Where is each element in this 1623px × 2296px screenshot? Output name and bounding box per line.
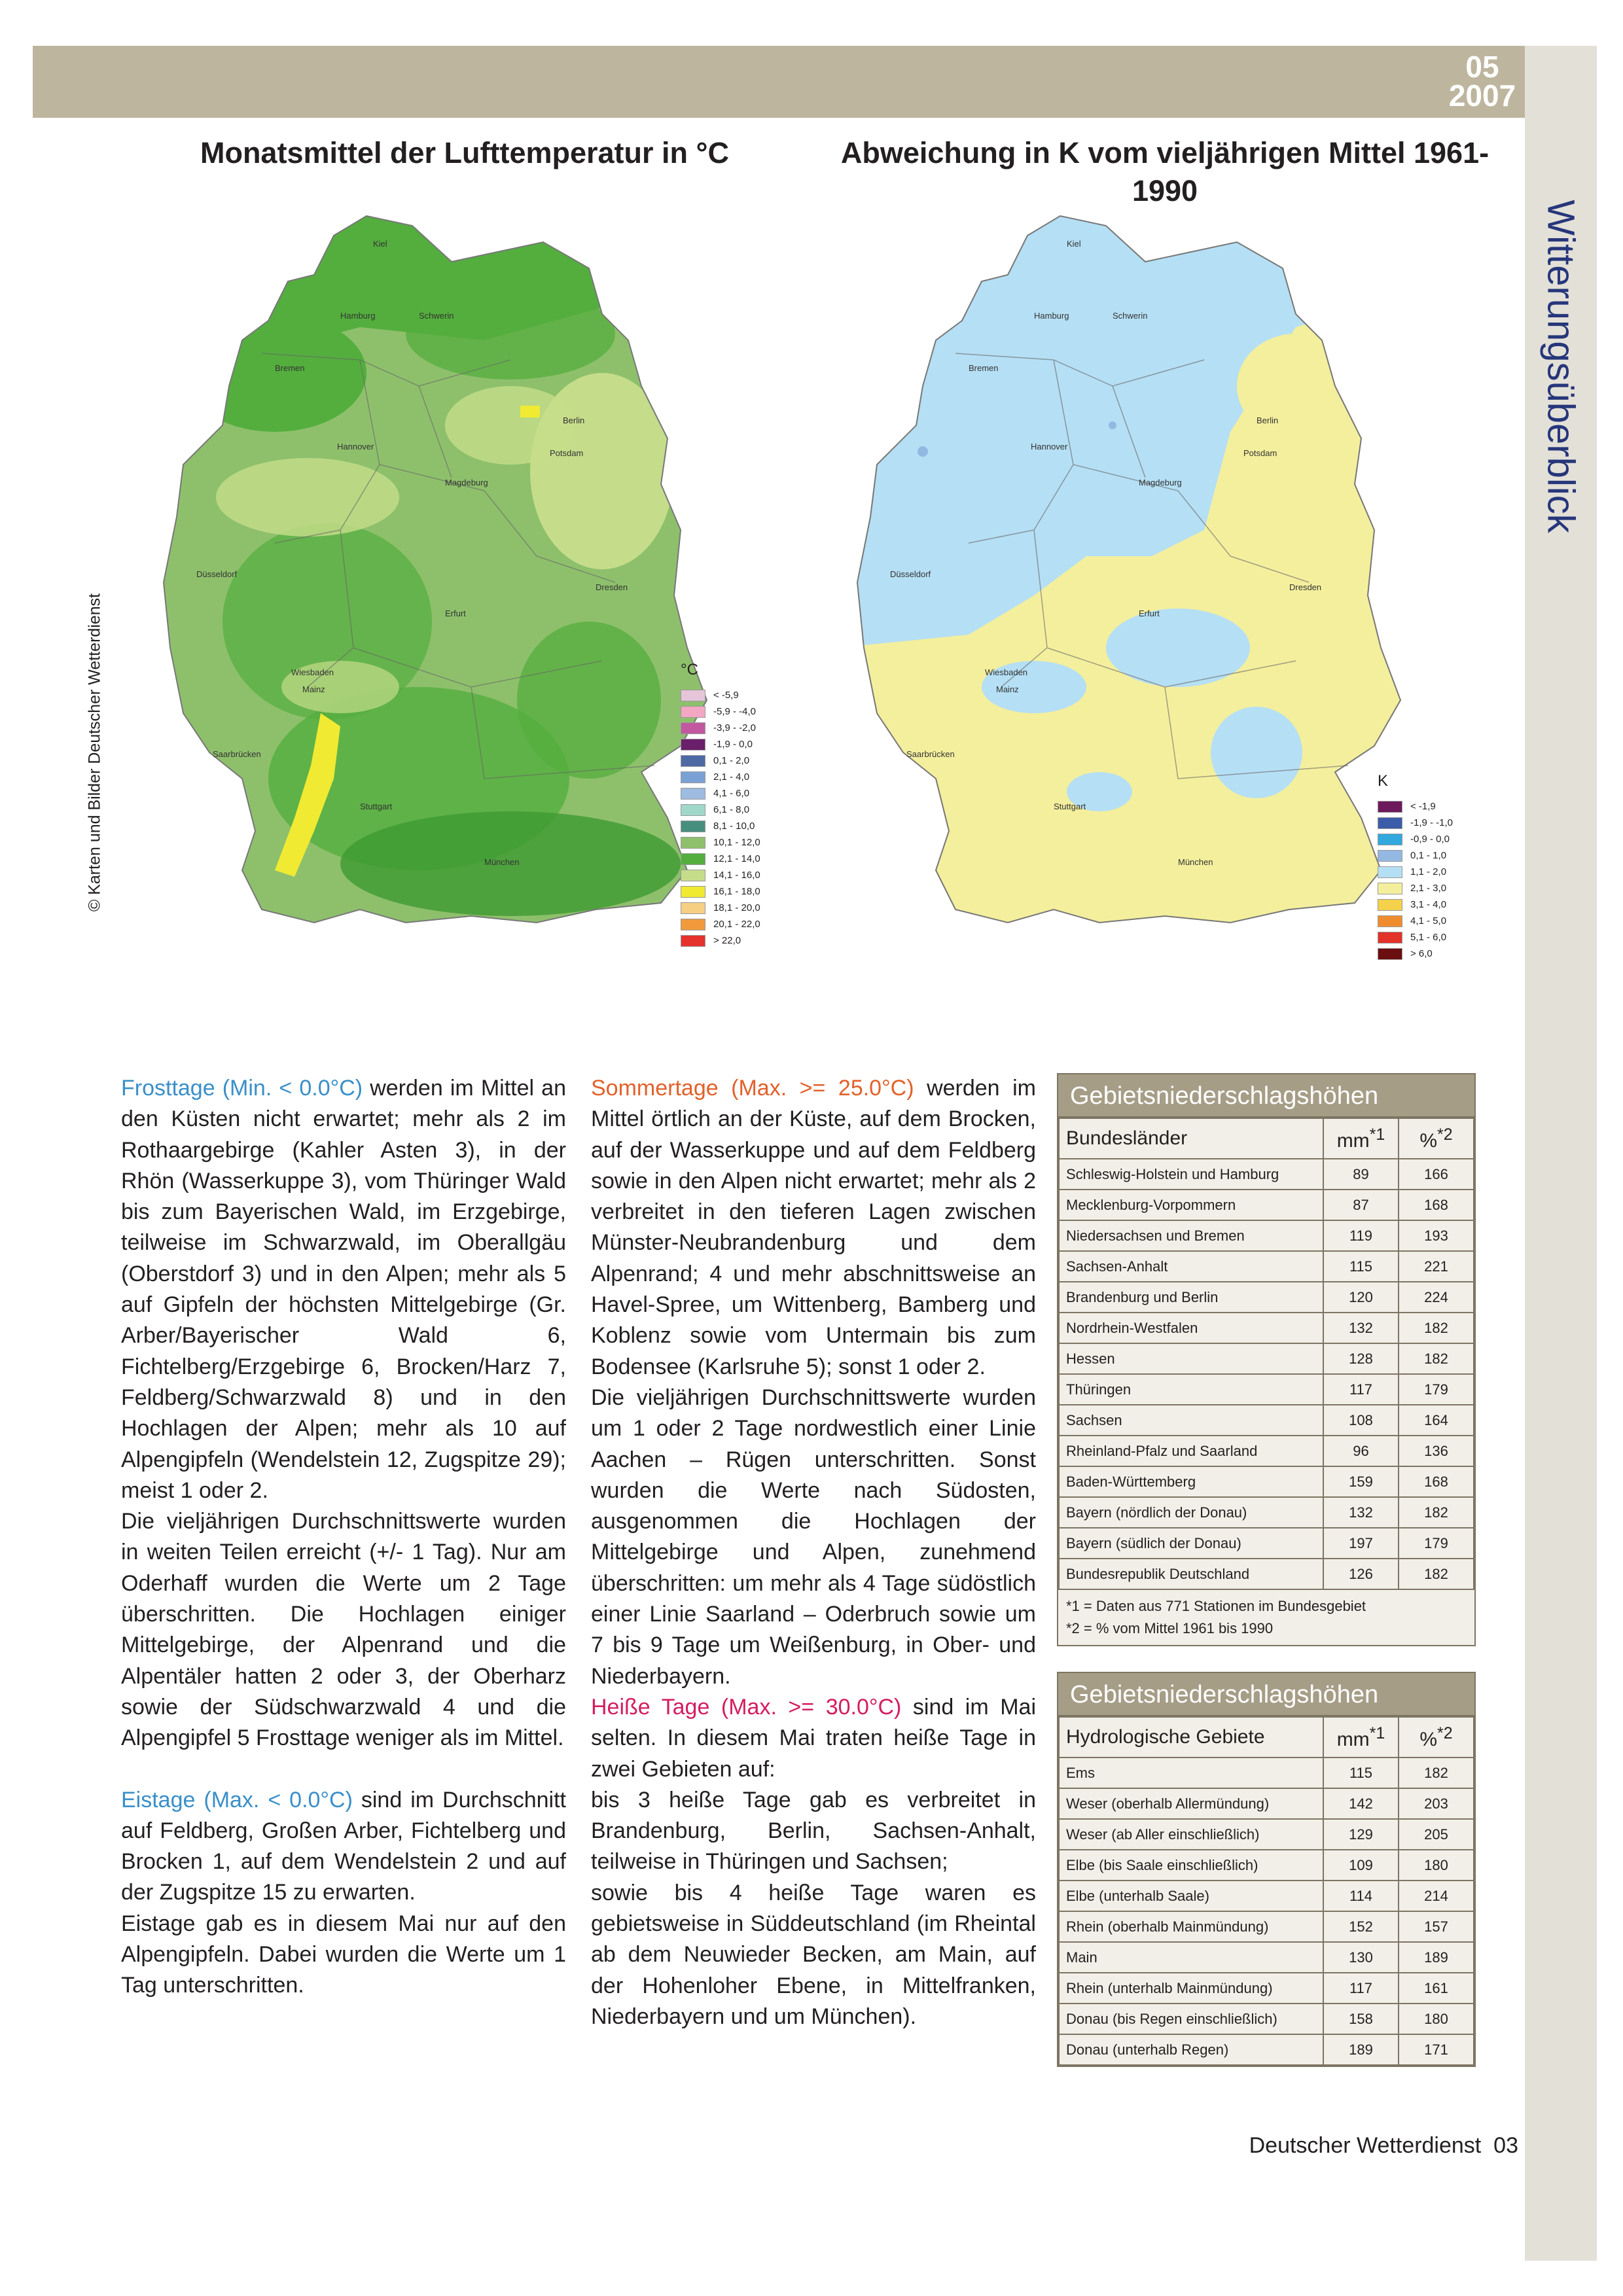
legend-item: [1378, 880, 1453, 896]
legend-swatch: [681, 690, 705, 701]
cell-percent: 189: [1399, 1942, 1474, 1973]
legend-swatch: [681, 935, 705, 947]
city-schwerin: Schwerin: [419, 311, 454, 321]
legend-label: -5,9 - -4,0: [713, 706, 757, 717]
legend-label: 12,1 - 14,0: [713, 853, 760, 864]
city-wiesbaden: Wiesbaden: [985, 667, 1028, 677]
city-mainz: Mainz: [302, 684, 325, 694]
cell-mm: 158: [1323, 2004, 1399, 2034]
sommer-label: Sommertage (Max. >= 25.0°C): [591, 1076, 914, 1101]
eis-label: Eistage (Max. < 0.0°C): [121, 1787, 353, 1812]
city-berlin: Berlin: [1257, 415, 1279, 425]
legend-item: [1378, 847, 1453, 864]
precipitation-table-hydro: [1057, 1672, 1476, 2067]
city-schwerin: Schwerin: [1113, 311, 1148, 321]
cell-mm: 117: [1323, 1374, 1399, 1405]
legend-item: [1378, 798, 1453, 815]
cell-percent: 171: [1399, 2034, 1474, 2065]
legend-label: 0,1 - 2,0: [713, 755, 750, 766]
city-saarbruecken: Saarbrücken: [906, 749, 955, 759]
legend-swatch: [681, 853, 705, 865]
table-row: [1059, 2034, 1474, 2065]
copyright-text: © Karten und Bilder Deutscher Wetterdienst: [85, 593, 104, 912]
table-row: [1059, 1559, 1474, 1589]
sommer-paragraph: [591, 1073, 1036, 1383]
legend-label: 20,1 - 22,0: [713, 919, 760, 930]
page-footer: [1198, 2133, 1518, 2159]
heiss-label: Heiße Tage (Max. >= 30.0°C): [591, 1694, 902, 1720]
table-header-row: [1059, 1717, 1474, 1757]
legend-label: 3,1 - 4,0: [1410, 899, 1447, 910]
legend-item: [1378, 945, 1453, 962]
heiss-text: sind im Mai selten. In diesem Mai traten heiße Tage in zwei Gebieten auf:: [591, 1694, 1037, 1782]
city-dresden: Dresden: [1289, 582, 1322, 592]
city-muenchen: München: [484, 857, 520, 867]
issue-year: 2007: [1448, 79, 1516, 113]
cell-name: Weser (ab Aller einschließlich): [1059, 1819, 1323, 1850]
temperature-legend: [681, 661, 760, 949]
col-header-percent: %$^{*2}$: [1399, 1717, 1474, 1757]
table-row: [1059, 1405, 1474, 1436]
legend-label: < -5,9: [713, 690, 739, 701]
table-row: [1059, 1881, 1474, 1911]
city-dresden: Dresden: [596, 582, 628, 592]
cell-name: Ems: [1059, 1757, 1323, 1788]
eis-paragraph-2: Eistage gab es in diesem Mai nur auf den Alpengipfeln. Dabei wurden die Werte um 1 Tag unterschritten.: [121, 1911, 566, 1998]
city-hamburg: Hamburg: [340, 311, 376, 321]
col-header-name: Bundesländer: [1059, 1118, 1323, 1159]
cell-mm: 96: [1323, 1436, 1399, 1466]
legend-label: 0,1 - 1,0: [1410, 850, 1447, 861]
legend-swatch: [681, 804, 705, 816]
city-muenchen: München: [1178, 857, 1213, 867]
frost-text: werden im Mittel an den Küsten nicht erwartet; mehr als 2 im Rothaargebirge (Kahler Asten 3), in der Rhön (Wasserkuppe 3), vom Thüringer Wald bis zum Bayerischen Wald, im Erzgebirge, teilweise im Schwarzwald, im Oberallgäu (Oberstdorf 3) und in den Alpen; mehr als 5 auf Gipfeln der höchsten Mittelgebirge (Gr. Arber/Bayerischer Wald 6, Fichtelberg/Erzgebirge 6, Brocken/Harz 7, Feldberg/Schwarzwald 8) und in den Hochlagen der Alpen; mehr als 10 auf Alpengipfeln (Wendelstein 12, Zugspitze 29); meist 1 oder 2.: [121, 1076, 566, 1503]
legend-item: [681, 802, 760, 818]
cell-mm: 117: [1323, 1973, 1399, 2004]
cell-name: Sachsen-Anhalt: [1059, 1251, 1323, 1282]
cell-percent: 179: [1399, 1374, 1474, 1405]
cell-percent: 168: [1399, 1466, 1474, 1497]
cell-mm: 152: [1323, 1911, 1399, 1942]
col-header-percent: %$^{*2}$: [1399, 1118, 1474, 1159]
legend-label: > 6,0: [1410, 948, 1433, 959]
legend-swatch: [681, 722, 705, 734]
cell-percent: 180: [1399, 2004, 1474, 2034]
legend-label: 5,1 - 6,0: [1410, 932, 1447, 943]
cell-mm: 189: [1323, 2034, 1399, 2065]
cell-mm: 197: [1323, 1528, 1399, 1559]
cell-percent: 193: [1399, 1220, 1474, 1251]
precipitation-table-states: [1057, 1073, 1476, 1646]
table-title: Gebietsniederschlagshöhen: [1058, 1074, 1474, 1118]
table-row: [1059, 1374, 1474, 1405]
legend-swatch: [681, 821, 705, 832]
city-potsdam: Potsdam: [550, 448, 584, 458]
cell-mm: 119: [1323, 1220, 1399, 1251]
cell-name: Nordrhein-Westfalen: [1059, 1313, 1323, 1343]
copyright: [75, 569, 115, 936]
legend-label: < -1,9: [1410, 801, 1436, 812]
cell-percent: 182: [1399, 1313, 1474, 1343]
legend-swatch: [681, 788, 705, 800]
legend-swatch: [1378, 801, 1402, 813]
cell-name: Schleswig-Holstein und Hamburg: [1059, 1159, 1323, 1190]
cell-mm: 128: [1323, 1343, 1399, 1374]
cell-percent: 166: [1399, 1159, 1474, 1190]
legend-item: [1378, 815, 1453, 831]
legend-label: -1,9 - -1,0: [1410, 817, 1454, 828]
cell-name: Niedersachsen und Bremen: [1059, 1220, 1323, 1251]
city-hannover: Hannover: [1031, 442, 1068, 451]
cell-percent: 168: [1399, 1190, 1474, 1220]
city-erfurt: Erfurt: [445, 609, 466, 618]
cell-percent: 214: [1399, 1881, 1474, 1911]
cell-percent: 180: [1399, 1850, 1474, 1881]
table-row: [1059, 1528, 1474, 1559]
city-stuttgart: Stuttgart: [360, 802, 393, 811]
cell-name: Thüringen: [1059, 1374, 1323, 1405]
legend-unit: °C: [681, 661, 698, 679]
legend-item: [681, 785, 760, 802]
heiss-paragraph-2: bis 3 heiße Tage gab es verbreitet in Brandenburg, Berlin, Sachsen-Anhalt, teilweise in Thüringen und Sachsen;: [591, 1787, 1036, 1875]
legend-item: [681, 687, 760, 703]
map-right-title: Abweichung in K vom vieljährigen Mittel 1961-1990: [840, 136, 1489, 207]
section-title-text: Witterungsüberblick: [1539, 200, 1582, 533]
cell-percent: 203: [1399, 1788, 1474, 1819]
legend-item: [681, 818, 760, 834]
cell-percent: 221: [1399, 1251, 1474, 1282]
temperature-map-graphic: [144, 190, 733, 975]
city-duesseldorf: Düsseldorf: [890, 569, 931, 579]
city-saarbruecken: Saarbrücken: [213, 749, 261, 759]
city-wiesbaden: Wiesbaden: [291, 667, 334, 677]
frost-paragraph: [121, 1073, 566, 1506]
table-row: [1059, 1757, 1474, 1788]
deviation-legend: [1378, 772, 1453, 962]
table-row: [1059, 2004, 1474, 2034]
cell-percent: 136: [1399, 1436, 1474, 1466]
cell-mm: 114: [1323, 1881, 1399, 1911]
cell-name: Rhein (unterhalb Mainmündung): [1059, 1973, 1323, 2004]
legend-label: 14,1 - 16,0: [713, 870, 760, 881]
cell-name: Brandenburg und Berlin: [1059, 1282, 1323, 1313]
legend-item: [681, 769, 760, 785]
cell-name: Rhein (oberhalb Mainmündung): [1059, 1911, 1323, 1942]
legend-label: -0,9 - 0,0: [1410, 834, 1450, 845]
text-column-middle: [591, 1073, 1036, 2032]
table-title: Gebietsniederschlagshöhen: [1058, 1673, 1474, 1716]
legend-item: [681, 883, 760, 900]
legend-swatch: [681, 886, 705, 898]
legend-item: [681, 703, 760, 720]
legend-swatch: [1378, 932, 1402, 944]
legend-swatch: [681, 919, 705, 930]
issue-number: [1433, 46, 1531, 113]
legend-swatch: [681, 902, 705, 914]
table-body: [1058, 1716, 1474, 2066]
legend-swatch: [681, 755, 705, 767]
cell-mm: 132: [1323, 1497, 1399, 1528]
table-row: [1059, 1220, 1474, 1251]
cell-mm: 129: [1323, 1819, 1399, 1850]
cell-percent: 182: [1399, 1497, 1474, 1528]
issue-month: 05: [1465, 50, 1499, 84]
cell-percent: 182: [1399, 1757, 1474, 1788]
cell-mm: 108: [1323, 1405, 1399, 1436]
section-title: [1525, 196, 1597, 537]
col-header-mm: $mm^{*1}$: [1323, 1118, 1399, 1159]
deviation-map-graphic: [838, 190, 1427, 975]
col-header-name: Hydrologische Gebiete: [1059, 1717, 1323, 1757]
table-row: [1059, 1466, 1474, 1497]
legend-item: [681, 851, 760, 867]
table-row: [1059, 1159, 1474, 1190]
city-erfurt: Erfurt: [1139, 609, 1160, 618]
legend-swatch: [1378, 883, 1402, 894]
city-berlin: Berlin: [563, 415, 585, 425]
legend-swatch: [1378, 899, 1402, 911]
table-row: [1059, 1911, 1474, 1942]
cell-percent: 179: [1399, 1528, 1474, 1559]
city-mainz: Mainz: [996, 684, 1019, 694]
table-row: [1059, 1282, 1474, 1313]
legend-label: 16,1 - 18,0: [713, 886, 760, 897]
legend-label: 4,1 - 6,0: [713, 788, 750, 799]
cell-mm: 126: [1323, 1559, 1399, 1589]
cell-mm: 109: [1323, 1850, 1399, 1881]
city-hamburg: Hamburg: [1034, 311, 1069, 321]
table-row: [1059, 1819, 1474, 1850]
text-column-left: [121, 1073, 566, 2002]
table-row: [1059, 1850, 1474, 1881]
cell-name: Baden-Württemberg: [1059, 1466, 1323, 1497]
deviation-map: [838, 190, 1427, 975]
cell-name: Bundesrepublik Deutschland: [1059, 1559, 1323, 1589]
page-number: 03: [1493, 2133, 1518, 2158]
eis-paragraph: [121, 1785, 566, 1909]
legend-label: -1,9 - 0,0: [713, 739, 753, 750]
eis-text: sind im Durchschnitt auf Feldberg, Großen Arber, Fichtelberg und Brocken 1, auf dem Wendelstein 2 und auf der Zugspitze 15 zu erwarten.: [121, 1787, 567, 1905]
legend-swatch: [681, 706, 705, 718]
legend-swatch: [1378, 948, 1402, 960]
table-row: [1059, 1788, 1474, 1819]
table-row: [1059, 1251, 1474, 1282]
cell-mm: 130: [1323, 1942, 1399, 1973]
city-magdeburg: Magdeburg: [1139, 478, 1182, 487]
cell-percent: 205: [1399, 1819, 1474, 1850]
legend-label: 10,1 - 12,0: [713, 837, 760, 848]
heiss-paragraph: [591, 1692, 1036, 1785]
city-bremen: Bremen: [969, 363, 999, 373]
legend-swatch: [1378, 915, 1402, 927]
city-kiel: Kiel: [1067, 239, 1081, 249]
legend-label: 8,1 - 10,0: [713, 821, 755, 832]
cell-percent: 164: [1399, 1405, 1474, 1436]
cell-mm: 115: [1323, 1251, 1399, 1282]
cell-mm: 89: [1323, 1159, 1399, 1190]
legend-item: [1378, 864, 1453, 880]
legend-swatch: [1378, 850, 1402, 862]
legend-label: -3,9 - -2,0: [713, 722, 757, 733]
legend-item: [681, 736, 760, 752]
cell-percent: 157: [1399, 1911, 1474, 1942]
legend-item: [681, 867, 760, 883]
city-kiel: Kiel: [373, 239, 387, 249]
cell-mm: 115: [1323, 1757, 1399, 1788]
cell-percent: 161: [1399, 1973, 1474, 2004]
legend-swatch: [1378, 834, 1402, 845]
legend-swatch: [1378, 866, 1402, 878]
legend-label: 1,1 - 2,0: [1410, 866, 1447, 877]
heiss-paragraph-3: sowie bis 4 heiße Tage waren es gebietsweise in Süddeutschland (im Rheintal ab dem Neuwieder Becken, am Main, auf der Hohenloher Ebene, in Mittelfranken, Niederbayern und um München).: [591, 1880, 1036, 2029]
cell-percent: 182: [1399, 1343, 1474, 1374]
table-header-row: [1059, 1118, 1474, 1159]
cell-name: Sachsen: [1059, 1405, 1323, 1436]
legend-item: [1378, 913, 1453, 929]
cell-name: Mecklenburg-Vorpommern: [1059, 1190, 1323, 1220]
table-row: [1059, 1497, 1474, 1528]
city-stuttgart: Stuttgart: [1054, 802, 1086, 811]
legend-label: 18,1 - 20,0: [713, 902, 760, 913]
legend-label: 2,1 - 4,0: [713, 771, 750, 783]
legend-item: [681, 900, 760, 916]
cell-name: Donau (unterhalb Regen): [1059, 2034, 1323, 2065]
legend-item: [681, 932, 760, 949]
temperature-map: [144, 190, 733, 975]
legend-item: [1378, 831, 1453, 847]
table-row: [1059, 1973, 1474, 2004]
cell-name: Main: [1059, 1942, 1323, 1973]
legend-item: [1378, 929, 1453, 945]
frost-paragraph-2: Die vieljährigen Durchschnittswerte wurden in weiten Teilen erreicht (+/- 1 Tag). Nur am Oderhaff wurden die Werte um 2 Tage überschritten. Die Hochlagen einiger Mittelgebirge, der Alpenrand und die Alpentäler hatten 2 oder 3, der Oberharz sowie der Südschwarzwald 4 und die Alpengipfel 5 Frosttage weniger als im Mittel.: [121, 1509, 566, 1751]
table-footnotes: [1058, 1590, 1474, 1645]
table-row: [1059, 1436, 1474, 1466]
publisher: Deutscher Wetterdienst: [1249, 2133, 1482, 2158]
city-potsdam: Potsdam: [1243, 448, 1277, 458]
cell-name: Bayern (südlich der Donau): [1059, 1528, 1323, 1559]
cell-mm: 132: [1323, 1313, 1399, 1343]
legend-item: [681, 834, 760, 851]
cell-percent: 224: [1399, 1282, 1474, 1313]
table-row: [1059, 1343, 1474, 1374]
legend-swatch: [681, 771, 705, 783]
legend-unit: K: [1378, 772, 1389, 790]
header-bar: [33, 46, 1525, 118]
legend-swatch: [681, 837, 705, 849]
cell-percent: 182: [1399, 1559, 1474, 1589]
legend-item: [681, 916, 760, 932]
city-magdeburg: Magdeburg: [445, 478, 488, 487]
cell-name: Rheinland-Pfalz und Saarland: [1059, 1436, 1323, 1466]
table-row: [1059, 1190, 1474, 1220]
sommer-paragraph-2: Die vieljährigen Durchschnittswerte wurden um 1 oder 2 Tage nordwestlich einer Linie Aachen – Rügen unterschritten. Sonst wurden die Werte nach Südosten, ausgenommen die Hochlagen der Mittelgebirge und Alpen, zunehmend überschritten: um mehr als 4 Tage südöstlich einer Linie Saarland – Oderbruch sowie um 7 bis 9 Tage um Weißenburg, in Ober- und Niederbayern.: [591, 1385, 1036, 1689]
table-row: [1059, 1313, 1474, 1343]
legend-label: > 22,0: [713, 935, 741, 946]
city-hannover: Hannover: [337, 442, 374, 451]
sommer-text: werden im Mittel örtlich an der Küste, auf dem Brocken, auf der Wasserkuppe und auf dem Feldberg sowie in den Alpen nicht erwartet; mehr als 2 verbreitet in den tieferen Lagen zwischen Münster-Neubrandenburg und dem Alpenrand; 4 und mehr abschnittsweise an Havel-Spree, um Wittenberg, Bamberg und Koblenz sowie vom Untermain bis zum Bodensee (Karlsruhe 5); sonst 1 oder 2.: [591, 1076, 1036, 1379]
cell-name: Bayern (nördlich der Donau): [1059, 1497, 1323, 1528]
footnote-2: *2 = % vom Mittel 1961 bis 1990: [1066, 1620, 1274, 1636]
cell-mm: 159: [1323, 1466, 1399, 1497]
frost-label: Frosttage (Min. < 0.0°C): [121, 1076, 363, 1101]
table-body: [1058, 1118, 1474, 1590]
cell-name: Elbe (unterhalb Saale): [1059, 1881, 1323, 1911]
city-bremen: Bremen: [275, 363, 305, 373]
cell-name: Donau (bis Regen einschließlich): [1059, 2004, 1323, 2034]
legend-label: 4,1 - 5,0: [1410, 915, 1447, 927]
cell-mm: 120: [1323, 1282, 1399, 1313]
cell-name: Hessen: [1059, 1343, 1323, 1374]
legend-item: [1378, 896, 1453, 913]
cell-name: Weser (oberhalb Allermündung): [1059, 1788, 1323, 1819]
city-duesseldorf: Düsseldorf: [196, 569, 238, 579]
legend-swatch: [1378, 817, 1402, 829]
footnote-1: *1 = Daten aus 771 Stationen im Bundesgebiet: [1066, 1598, 1366, 1614]
legend-item: [681, 752, 760, 769]
cell-mm: 142: [1323, 1788, 1399, 1819]
map-left-title: Monatsmittel der Lufttemperatur in °C: [200, 136, 730, 169]
col-header-mm: $mm^{*1}$: [1323, 1717, 1399, 1757]
legend-item: [681, 720, 760, 736]
legend-label: 2,1 - 3,0: [1410, 883, 1447, 894]
cell-name: Elbe (bis Saale einschließlich): [1059, 1850, 1323, 1881]
legend-swatch: [681, 870, 705, 881]
table-row: [1059, 1942, 1474, 1973]
legend-swatch: [681, 739, 705, 751]
legend-label: 6,1 - 8,0: [713, 804, 750, 815]
cell-mm: 87: [1323, 1190, 1399, 1220]
